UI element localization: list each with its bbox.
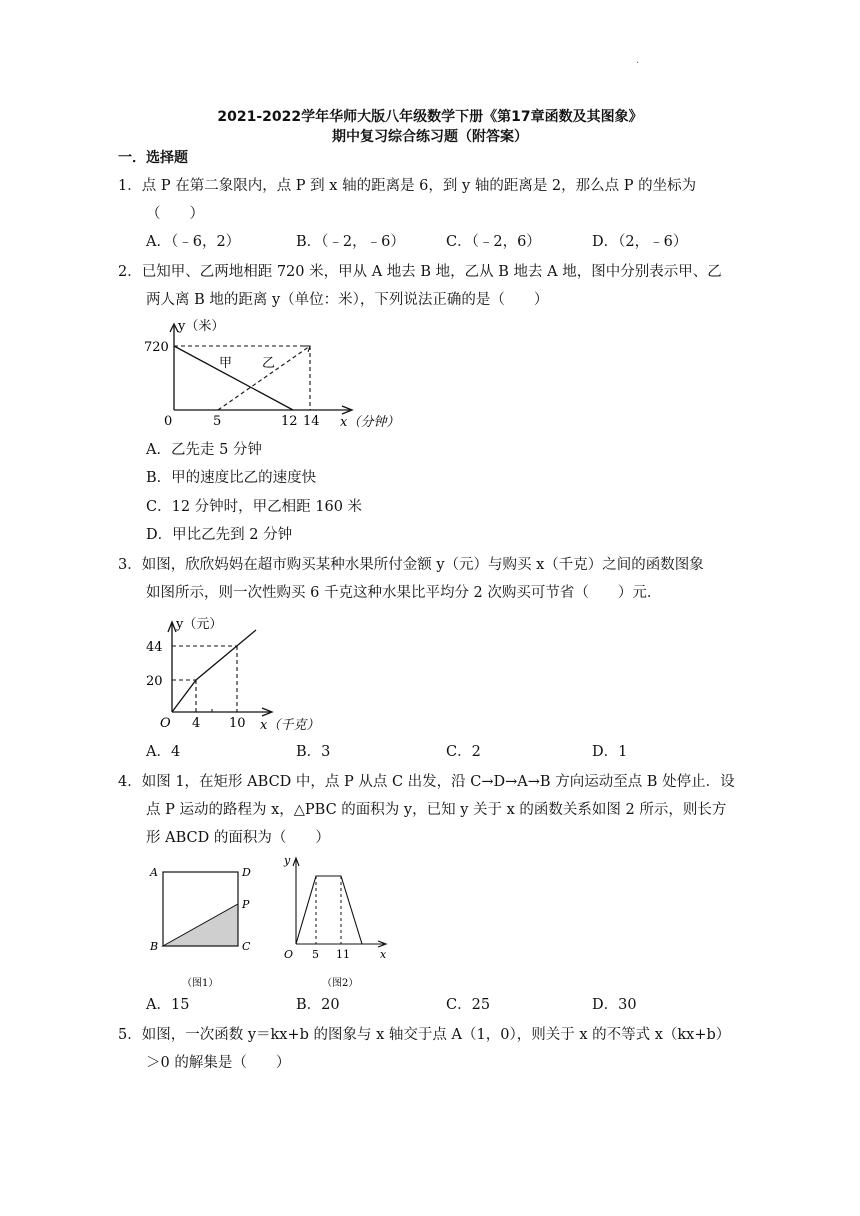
q4-label-b: B	[150, 940, 159, 953]
q1-option-d: D．（2，﹣6）	[592, 234, 688, 250]
q2-label-jia: 甲	[219, 356, 233, 371]
q2-xtick-12: 12	[281, 414, 298, 429]
q5-line2: ＞0 的解集是（ ）	[146, 1055, 291, 1071]
q2-line1: 2．已知甲、乙两地相距 720 米，甲从 A 地去 B 地，乙从 B 地去 A 地，图中分别表示甲、乙	[118, 264, 722, 280]
section-heading: 一．选择题	[118, 150, 188, 166]
q3-option-a: A．4	[146, 744, 181, 760]
q1-option-b: B．（﹣2，﹣6）	[296, 234, 405, 250]
q4-fig2-origin: O	[284, 948, 294, 961]
q3-line2: 如图所示，则一次性购买 6 千克这种水果比平均分 2 次购买可节省（ ）元．	[146, 585, 662, 601]
q3-option-b: B．3	[296, 744, 331, 760]
q4-option-d: D．30	[592, 997, 637, 1013]
q2-line2: 两人离 B 地的距离 y（单位：米），下列说法正确的是（ ）	[146, 292, 549, 308]
q1-line1: 1．点 P 在第二象限内，点 P 到 x 轴的距离是 6，到 y 轴的距离是 2，那么点 P 的坐标为	[118, 178, 697, 194]
q4-line1: 4．如图 1，在矩形 ABCD 中，点 P 从点 C 出发，沿 C→D→A→B 方向运动至点 B 处停止．设	[118, 774, 735, 790]
q4-fig2-tick-5: 5	[312, 948, 319, 961]
q3-xtick-10: 10	[229, 716, 246, 731]
q2-ylabel: y（米）	[178, 319, 225, 334]
doc-title-line2: 期中复习综合练习题（附答案）	[332, 129, 528, 145]
doc-title-line1: 2021-2022学年华师大版八年级数学下册《第17章函数及其图象》	[217, 109, 643, 125]
q4-fig2	[280, 852, 400, 992]
q4-fig2-tick-11: 11	[336, 948, 350, 961]
q2-label-yi: 乙	[262, 356, 276, 371]
q3-xtick-4: 4	[192, 716, 201, 731]
q2-ytick-720: 720	[144, 340, 169, 355]
q3-graph	[140, 612, 360, 736]
q2-xtick-14: 14	[303, 414, 320, 429]
q4-fig2-caption: （图2）	[322, 978, 359, 989]
q1-option-c: C．（﹣2，6）	[446, 234, 541, 250]
q4-line3: 形 ABCD 的面积为（ ）	[146, 830, 330, 846]
corner-mark: ·	[636, 58, 640, 69]
q4-option-a: A．15	[146, 997, 190, 1013]
q2-graph	[140, 314, 420, 434]
q3-option-c: C．2	[446, 744, 481, 760]
q4-fig2-curve	[296, 876, 362, 944]
q3-option-d: D．1	[592, 744, 628, 760]
q4-label-p: P	[242, 898, 250, 911]
q4-line2: 点 P 运动的路程为 x，△PBC 的面积为 y，已知 y 关于 x 的函数关系如图 2 所示，则长方	[146, 802, 727, 818]
q3-ytick-44: 44	[146, 640, 163, 655]
q4-option-b: B．20	[296, 997, 340, 1013]
q4-label-a: A	[150, 866, 158, 879]
q2-origin: 0	[164, 414, 173, 429]
q3-ylabel: y（元）	[176, 617, 223, 632]
q2-xlabel: x（分钟）	[340, 415, 400, 430]
q2-option-b: B．甲的速度比乙的速度快	[146, 470, 317, 486]
q3-ytick-20: 20	[146, 674, 163, 689]
q4-fig1-caption: （图1）	[182, 978, 219, 989]
q2-option-c: C．12 分钟时，甲乙相距 160 米	[146, 499, 363, 515]
q5-line1: 5．如图，一次函数 y＝kx+b 的图象与 x 轴交于点 A（1，0），则关于 x 的不等式 x（kx+b）	[118, 1027, 731, 1043]
q4-triangle-pbc	[163, 904, 238, 946]
q4-option-c: C．25	[446, 997, 491, 1013]
q2-option-a: A．乙先走 5 分钟	[146, 442, 262, 458]
q2-xtick-5: 5	[213, 414, 222, 429]
q4-label-c: C	[242, 940, 251, 953]
q2-option-d: D．甲比乙先到 2 分钟	[146, 527, 293, 543]
q1-option-a: A．（﹣6，2）	[146, 234, 241, 250]
q3-xlabel: x（千克）	[260, 718, 320, 733]
q3-line1: 3．如图，欣欣妈妈在超市购买某种水果所付金额 y（元）与购买 x（千克）之间的函数图象	[118, 557, 704, 573]
q4-fig2-xlabel: x	[380, 948, 387, 961]
q3-line	[172, 630, 256, 712]
q1-line2: （ ）	[146, 206, 204, 222]
q4-fig2-ylabel: y	[284, 854, 291, 867]
q4-label-d: D	[242, 866, 251, 879]
q2-line-jia	[174, 346, 293, 410]
q4-fig1	[140, 856, 270, 992]
q3-origin: O	[160, 716, 171, 731]
